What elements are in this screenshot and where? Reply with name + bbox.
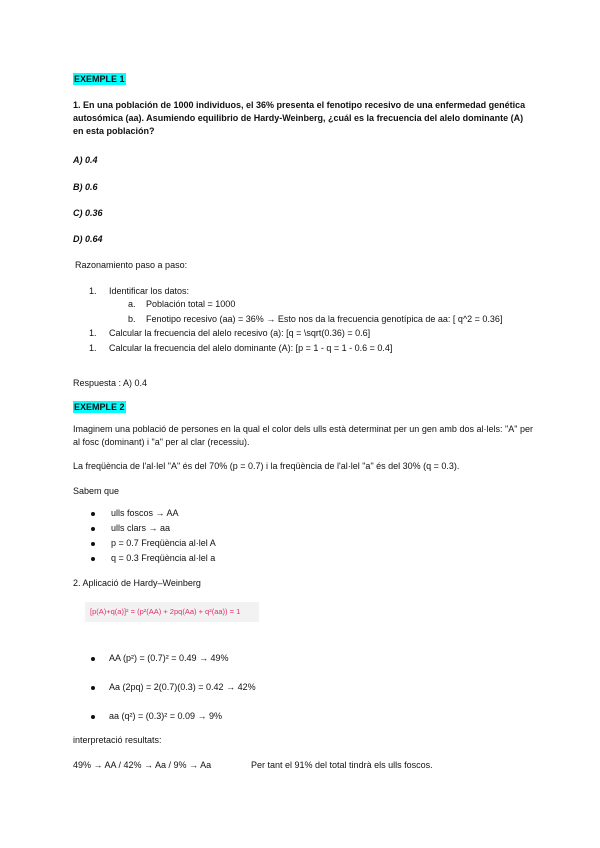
step-3-number: 1. xyxy=(89,343,97,353)
bullet-icon xyxy=(91,527,95,531)
step-1a-letter: a. xyxy=(128,299,136,309)
result-aa-recessive: aa (q²) = (0.3)² = 0.09 → 9% xyxy=(109,711,223,721)
frequency-sentence: La freqüència de l'al·lel "A" és del 70% (p = 0.7) i la freqüència de l'al·lel "a" és del 30% (q = 0.3). xyxy=(73,461,460,471)
interpretation-title: interpretació resultats: xyxy=(73,735,162,745)
bullet-icon xyxy=(91,657,95,661)
step-3-text: Calcular la frecuencia del alelo dominante (A): [p = 1 - q = 1 - 0.6 = 0.4] xyxy=(109,343,393,353)
example-2-tag: EXEMPLE 2 xyxy=(74,402,125,412)
bullet-icon xyxy=(91,686,95,690)
know-item-1: ulls foscos → AA xyxy=(111,508,179,518)
know-item-3: p = 0.7 Freqüència al·lel A xyxy=(111,538,216,548)
know-title: Sabem que xyxy=(73,486,120,496)
answer-text: Respuesta : A) 0.4 xyxy=(73,378,148,388)
step-2-number: 1. xyxy=(89,328,97,338)
question-1-text: 1. En una población de 1000 individuos, el 36% presenta el fenotipo recesivo de una enfermedad genética autosómica (aa). Asumiendo equilibrio de Hardy-Weinberg, ¿cuál es la frecuencia del alelo dominante (A) en esta población? xyxy=(73,100,526,136)
result-aa-hetero: Aa (2pq) = 2(0.7)(0.3) = 0.42 → 42% xyxy=(109,682,256,692)
option-c: C) 0.36 xyxy=(73,208,103,218)
know-item-2: ulls clars → aa xyxy=(111,523,171,533)
know-item-4: q = 0.3 Freqüència al·lel a xyxy=(111,553,216,563)
hardy-weinberg-title: 2. Aplicació de Hardy–Weinberg xyxy=(73,578,201,588)
interpretation-left: 49% → AA / 42% → Aa / 9% → Aa xyxy=(73,760,212,770)
step-1b-text: Fenotipo recesivo (aa) = 36% → Esto nos da la frecuencia genotípica de aa: [ q^2 = 0.36] xyxy=(146,314,503,324)
formula-box: [p(A)+q(a)]² = (p²(AA) + 2pq(Aa) + q²(aa)) = 1 xyxy=(85,602,259,622)
example-2-intro: Imaginem una població de persones en la qual el color dels ulls està determinat per un gen amb dos al·lels: "A" per al fosc (dominant) i "a" per al clar (recessiu). xyxy=(73,424,533,447)
step-1-text: Identificar los datos: xyxy=(109,286,190,296)
step-1-number: 1. xyxy=(89,286,97,296)
interpretation-right: Per tant el 91% del total tindrà els ulls foscos. xyxy=(251,760,433,770)
option-b: B) 0.6 xyxy=(73,182,98,192)
option-d: D) 0.64 xyxy=(73,234,103,244)
bullet-icon xyxy=(91,542,95,546)
result-aa-dominant: AA (p²) = (0.7)² = 0.49 → 49% xyxy=(109,653,229,663)
bullet-icon xyxy=(91,715,95,719)
bullet-icon xyxy=(91,557,95,561)
reasoning-title: Razonamiento paso a paso: xyxy=(75,260,188,270)
step-2-text: Calcular la frecuencia del alelo recesivo (a): [q = \sqrt(0.36) = 0.6] xyxy=(109,328,371,338)
option-a: A) 0.4 xyxy=(73,155,98,165)
example-1-tag: EXEMPLE 1 xyxy=(74,74,125,84)
step-1a-text: Población total = 1000 xyxy=(146,299,236,309)
bullet-icon xyxy=(91,512,95,516)
step-1b-letter: b. xyxy=(128,314,136,324)
